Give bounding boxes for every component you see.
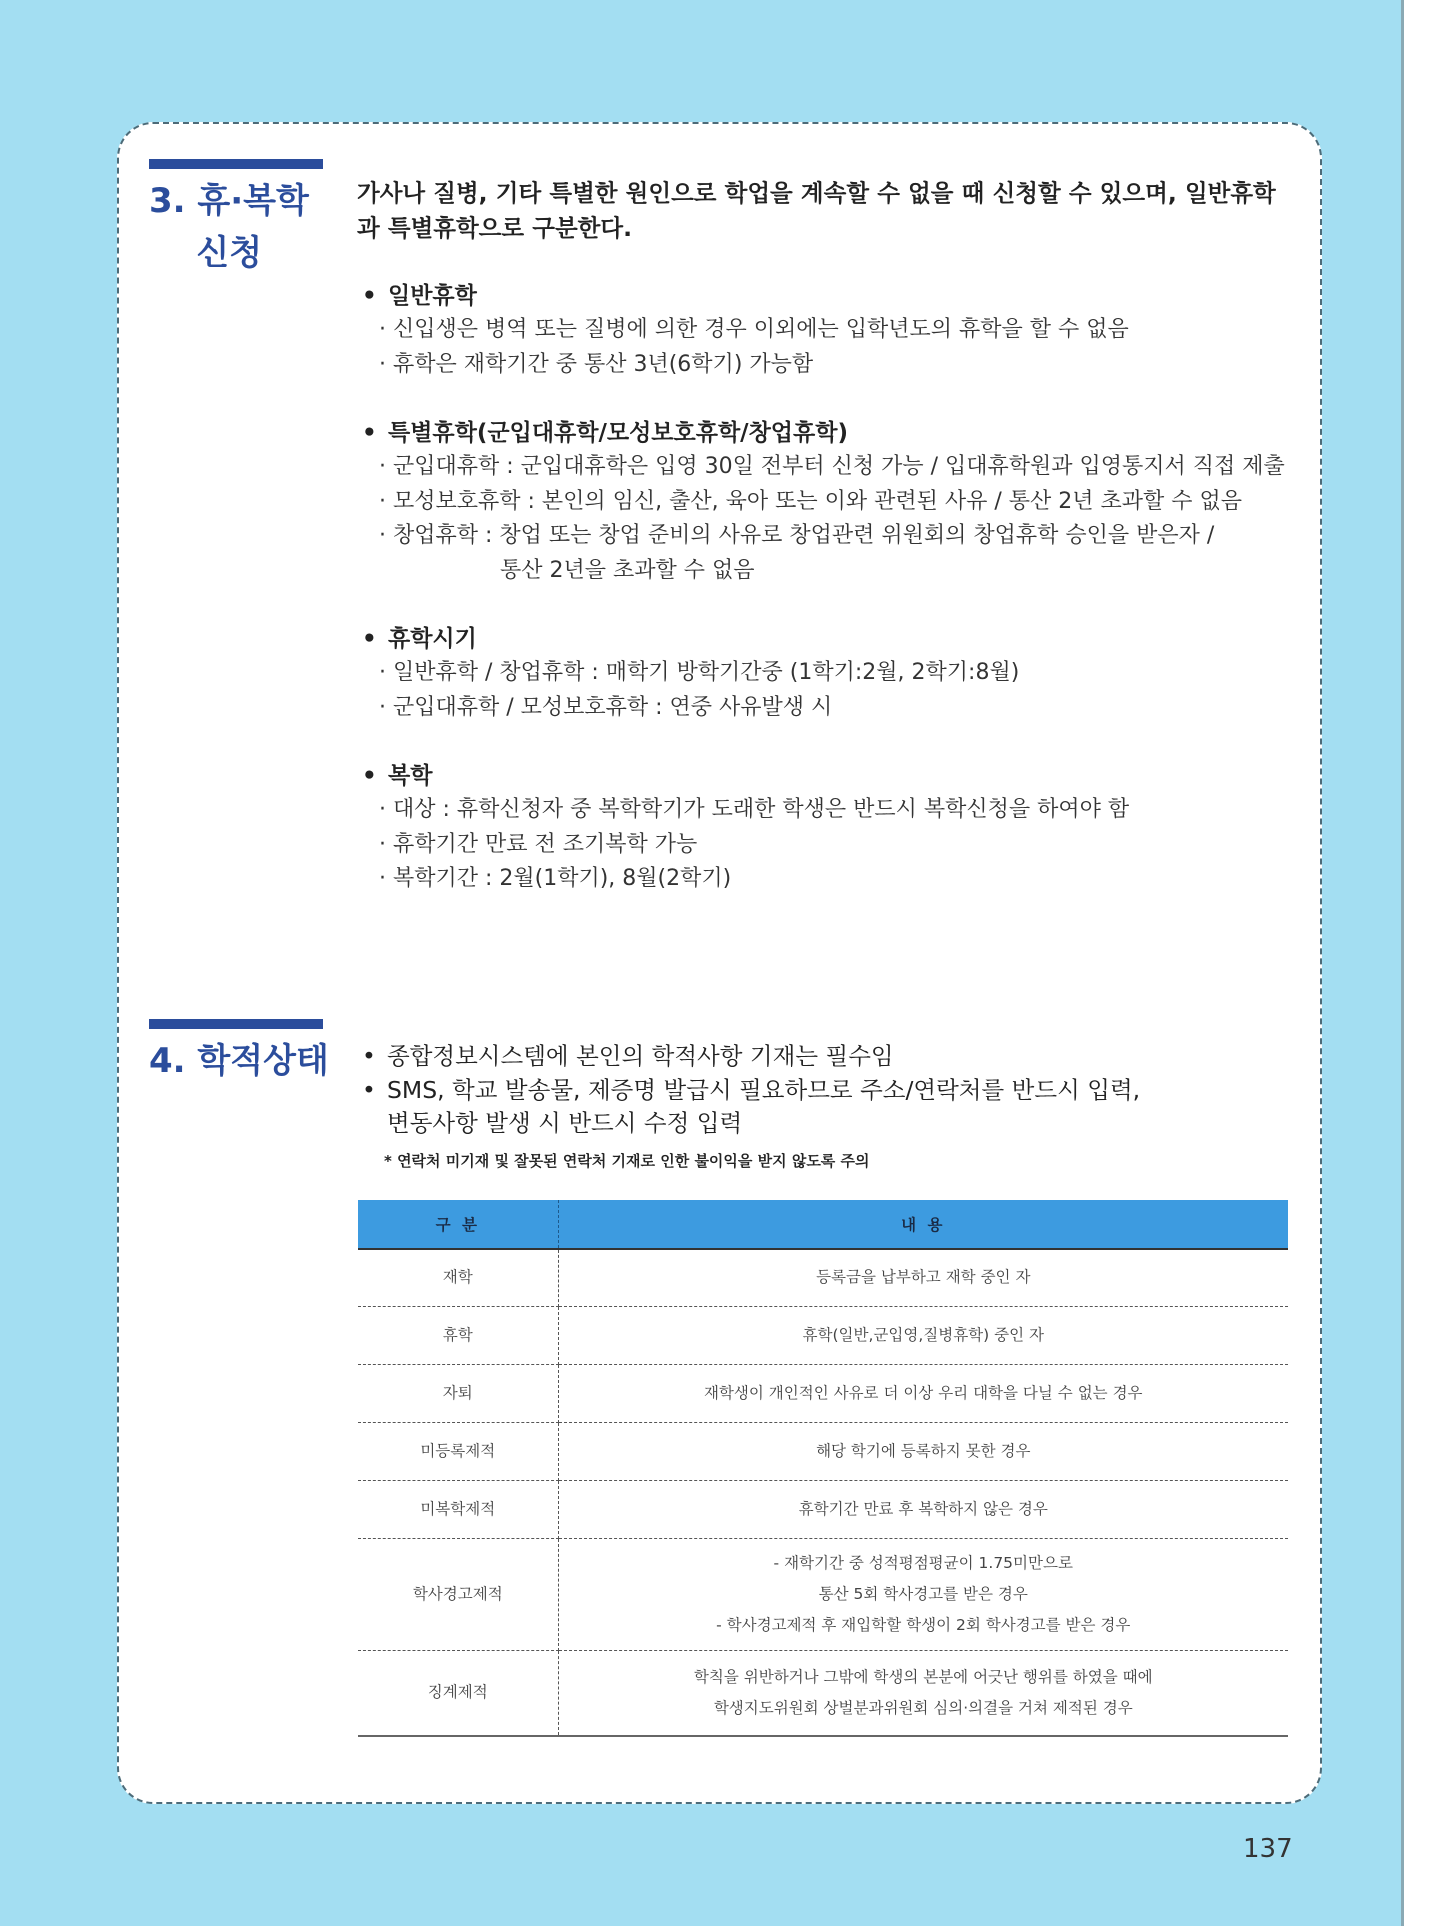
row-content: 재학생이 개인적인 사유로 더 이상 우리 대학을 다닐 수 없는 경우	[558, 1364, 1288, 1422]
caution-note: * 연락처 미기재 및 잘못된 연락처 기재로 인한 불이익을 받지 않도록 주의	[384, 1152, 870, 1170]
list-item: · 휴학기간 만료 전 조기복학 가능	[379, 831, 698, 857]
table-row	[358, 1480, 1288, 1538]
group-special-leave	[362, 416, 1285, 588]
list-item: · 휴학은 재학기간 중 통산 3년(6학기) 가능함	[379, 351, 814, 377]
table-row	[358, 1364, 1288, 1422]
section-4-title: 4. 학적상태	[149, 1041, 329, 1081]
row-category: 재학	[358, 1249, 558, 1306]
section-4-bullets	[362, 1040, 1140, 1141]
group-heading: • 특별휴학(군입대휴학/모성보호휴학/창업휴학)	[362, 420, 848, 446]
row-category: 휴학	[358, 1306, 558, 1364]
row-category: 미복학제적	[358, 1480, 558, 1538]
list-item: · 일반휴학 / 창업휴학 : 매학기 방학기간중 (1학기:2월, 2학기:8월)	[379, 660, 1020, 685]
group-heading: • 복학	[362, 763, 433, 789]
table-row	[358, 1538, 1288, 1650]
list-item: · 창업휴학 : 창업 또는 창업 준비의 사유로 창업관련 위원회의 창업휴학 승인을 받은자 /	[379, 523, 1215, 548]
section-4-title-bar	[149, 1019, 323, 1029]
list-item: · 군입대휴학 / 모성보호휴학 : 연중 사유발생 시	[379, 694, 833, 720]
header-category: 구 분	[358, 1200, 558, 1249]
section-3-title-bar	[149, 159, 323, 169]
list-item: • SMS, 학교 발송물, 제증명 발급시 필요하므로 주소/연락처를 반드시 입력,	[362, 1075, 1141, 1104]
row-category: 자퇴	[358, 1364, 558, 1422]
section-3-title: 3. 휴·복학 신청	[149, 181, 309, 273]
row-category: 미등록제적	[358, 1422, 558, 1480]
header-content: 내 용	[558, 1200, 1288, 1249]
table-row	[358, 1306, 1288, 1364]
row-content: - 재학기간 중 성적평점평균이 1.75미만으로 통산 5회 학사경고를 받은 경우 - 학사경고제적 후 재입학할 학생이 2회 학사경고를 받은 경우	[558, 1538, 1288, 1650]
list-item-continuation: 통산 2년을 초과할 수 없음	[500, 557, 755, 583]
group-general-leave	[362, 279, 1129, 382]
group-heading: • 휴학시기	[362, 626, 477, 652]
row-content: 휴학기간 만료 후 복학하지 않은 경우	[558, 1480, 1288, 1538]
table-row	[358, 1422, 1288, 1480]
list-item: · 복학기간 : 2월(1학기), 8월(2학기)	[379, 866, 732, 891]
group-heading: • 일반휴학	[362, 283, 477, 309]
row-content: 등록금을 납부하고 재학 중인 자	[558, 1249, 1288, 1306]
academic-status-table	[358, 1200, 1288, 1737]
list-item: · 신입생은 병역 또는 질병에 의한 경우 이외에는 입학년도의 휴학을 할 수 없음	[379, 317, 1129, 342]
list-item: · 대상 : 휴학신청자 중 복학학기가 도래한 학생은 반드시 복학신청을 하여야 함	[379, 797, 1130, 822]
list-item: · 군입대휴학 : 군입대휴학은 입영 30일 전부터 신청 가능 / 입대휴학원과 입영통지서 직접 제출	[379, 454, 1285, 479]
row-content: 학칙을 위반하거나 그밖에 학생의 본분에 어긋난 행위를 하였을 때에 학생지도위원회 상벌분과위원회 심의·의결을 거쳐 제적된 경우	[558, 1650, 1288, 1736]
row-category: 징계제적	[358, 1650, 558, 1736]
table-header-row	[358, 1200, 1288, 1249]
page-number: 137	[1243, 1834, 1293, 1864]
list-item: • 종합정보시스템에 본인의 학적사항 기재는 필수임	[362, 1042, 894, 1070]
section-3-intro: 가사나 질병, 기타 특별한 원인으로 학업을 계속할 수 없을 때 신청할 수 있으며, 일반휴학과 특별휴학으로 구분한다.	[357, 179, 1276, 242]
table-row	[358, 1650, 1288, 1736]
table-row	[358, 1249, 1288, 1306]
row-content: 해당 학기에 등록하지 못한 경우	[558, 1422, 1288, 1480]
group-reinstatement	[362, 759, 1129, 897]
group-leave-timing	[362, 622, 1019, 725]
row-content: 휴학(일반,군입영,질병휴학) 중인 자	[558, 1306, 1288, 1364]
list-item: · 모성보호휴학 : 본인의 임신, 출산, 육아 또는 이와 관련된 사유 / 통산 2년 초과할 수 없음	[379, 488, 1243, 514]
list-item-continuation: 변동사항 발생 시 반드시 수정 입력	[387, 1109, 743, 1137]
row-category: 학사경고제적	[358, 1538, 558, 1650]
